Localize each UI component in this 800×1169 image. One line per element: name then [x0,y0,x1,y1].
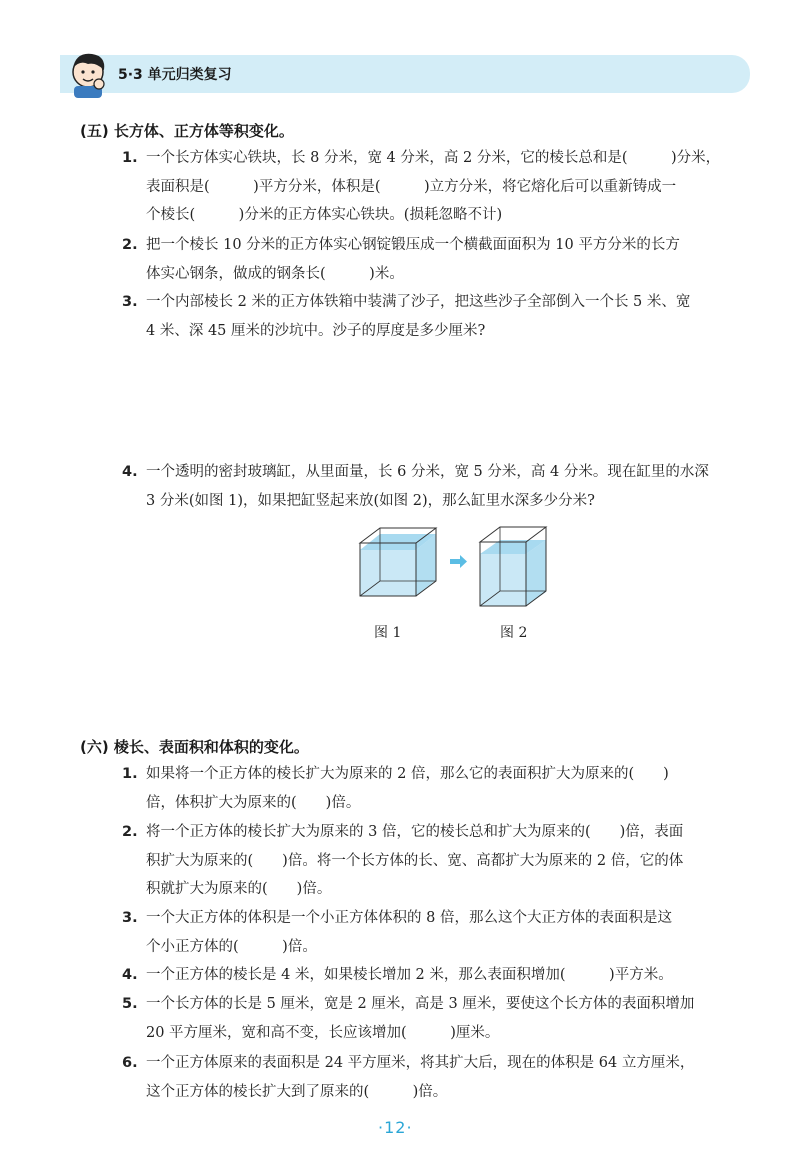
s5-question-4 [122,458,762,515]
question-line: 把一个棱长 10 分米的正方体实心钢锭锻压成一个横截面面积为 10 平方分米的长方 [146,237,680,253]
question-line: 倍，体积扩大为原来的( )倍。 [146,794,361,811]
figure-1-label: 图 1 [374,625,402,641]
question-number: 3. [122,294,138,310]
question-number: 3. [122,910,138,926]
question-line: 20 平方厘米，宽和高不变，长应该增加( )厘米。 [146,1024,500,1041]
question-line: 将一个正方体的棱长扩大为原来的 3 倍，它的棱长总和扩大为原来的( )倍，表面 [146,824,684,840]
question-number: 2. [122,824,138,840]
s5-question-3 [122,288,762,345]
s5-question-2 [122,231,762,288]
s6-question-4 [122,961,762,990]
s6-question-6 [122,1049,762,1106]
question-line: 积扩大为原来的( )倍。将一个长方体的长、宽、高都扩大为原来的 2 倍，它的体 [146,852,684,869]
question-number: 4. [122,464,138,480]
page-number: ·12· [378,1118,413,1137]
arrow-right-icon [450,555,467,568]
question-line: 一个正方体原来的表面积是 24 平方厘米，将其扩大后，现在的体积是 64 立方厘米， [146,1055,695,1071]
question-line: 表面积是( )平方分米，体积是( )立方分米，将它熔化后可以重新铸成一 [146,178,677,195]
question-number: 1. [122,150,138,166]
tank-figures [340,526,560,616]
s5-question-1 [122,144,762,230]
question-number: 1. [122,766,138,782]
question-line: 一个内部棱长 2 米的正方体铁箱中装满了沙子，把这些沙子全部倒入一个长 5 米、宽 [146,294,691,310]
s6-question-2 [122,818,762,904]
question-line: 个小正方体的( )倍。 [146,938,317,955]
question-line: 一个长方体实心铁块，长 8 分米，宽 4 分米，高 2 分米，它的棱长总和是( )分米， [146,150,721,166]
header-title: 5·3 单元归类复习 [118,67,232,83]
question-line: 一个正方体的棱长是 4 米，如果棱长增加 2 米，那么表面积增加( )平方米。 [146,967,673,983]
figure-2-label: 图 2 [500,625,528,641]
section-5-title: (五) 长方体、正方体等积变化。 [80,122,294,140]
section-6-title: (六) 棱长、表面积和体积的变化。 [80,738,309,756]
question-line: 4 米、深 45 厘米的沙坑中。沙子的厚度是多少厘米? [146,322,486,339]
s6-question-5 [122,990,762,1047]
question-line: 3 分米(如图 1)，如果把缸竖起来放(如图 2)，那么缸里水深多少分米? [146,492,595,509]
s6-question-1 [122,760,762,817]
question-number: 2. [122,237,138,253]
question-number: 5. [122,996,138,1012]
question-line: 如果将一个正方体的棱长扩大为原来的 2 倍，那么它的表面积扩大为原来的( ) [146,766,669,782]
question-number: 6. [122,1055,138,1071]
figure-1-tank [360,528,436,596]
s6-question-3 [122,904,762,961]
figure-2-tank [480,527,546,606]
question-line: 积就扩大为原来的( )倍。 [146,881,332,897]
question-line: 一个长方体的长是 5 厘米，宽是 2 厘米，高是 3 厘米，要使这个长方体的表面积增加 [146,996,695,1012]
question-line: 体实心钢条，做成的钢条长( )米。 [146,265,404,282]
question-line: 一个透明的密封玻璃缸，从里面量，长 6 分米，宽 5 分米，高 4 分米。现在缸里的水深 [146,464,709,480]
question-line: 这个正方体的棱长扩大到了原来的( )倍。 [146,1083,448,1100]
question-number: 4. [122,967,138,983]
question-line: 一个大正方体的体积是一个小正方体体积的 8 倍，那么这个大正方体的表面积是这 [146,910,672,926]
question-line: 个棱长( )分米的正方体实心铁块。(损耗忽略不计) [146,207,503,223]
mascot-boy-icon [66,48,112,98]
